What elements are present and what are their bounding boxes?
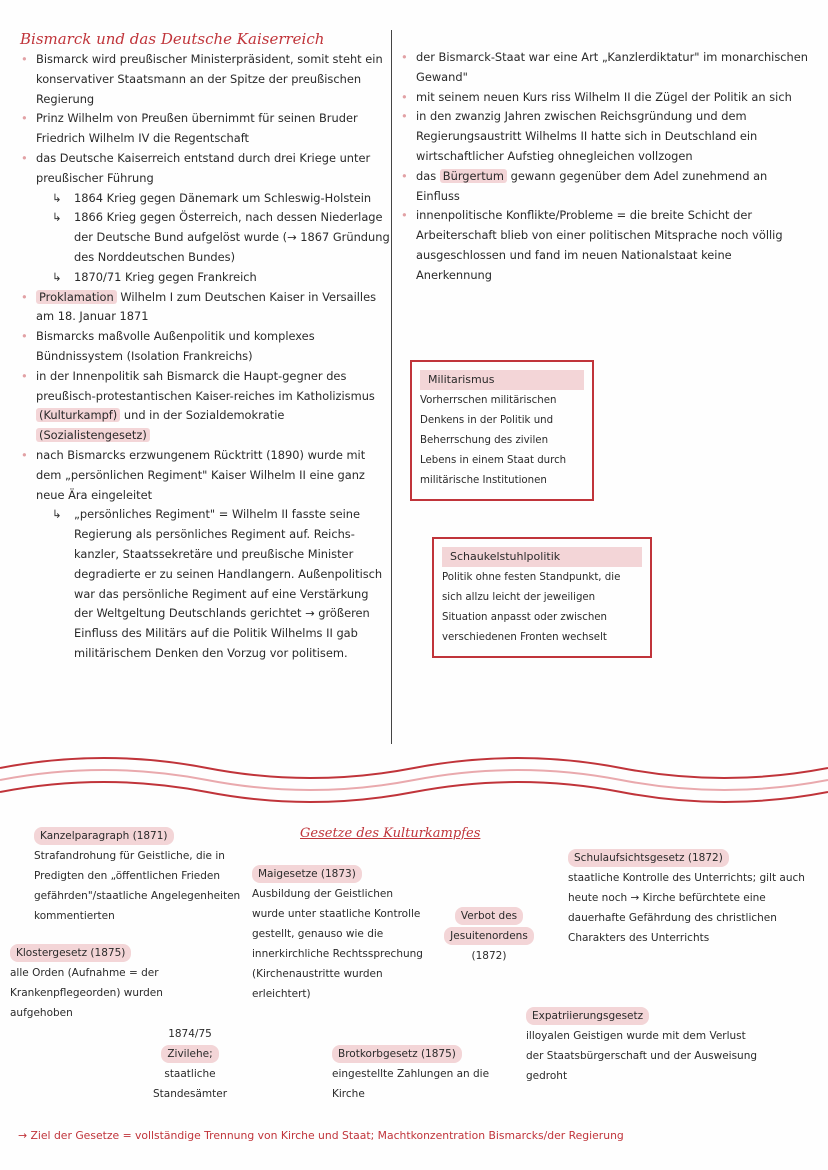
highlight: Proklamation bbox=[36, 290, 117, 304]
arrow-icon: ↳ bbox=[52, 210, 62, 225]
list-item bbox=[18, 288, 390, 328]
box-text: Vorherrschen militärischen Denkens in der Politik und Beherrschung des zivilen Lebens in einem Staat durch militärische Institutionen bbox=[420, 395, 567, 486]
arrow-icon: ↳ bbox=[52, 507, 62, 522]
law-tag: Klostergesetz (1875) bbox=[10, 944, 131, 962]
expatriierungsgesetz bbox=[526, 1006, 766, 1086]
highlight: Bürgertum bbox=[440, 169, 507, 183]
schaukelstuhl-box bbox=[432, 537, 652, 658]
list-item: • innenpolitische Konflikte/Probleme = die breite Schicht der Arbeiterschaft blieb von einer politischen Mitsprache noch völlig ausgeschlossen und fand im neuen Nationalstaat keine Anerkennung bbox=[398, 206, 810, 285]
column-divider bbox=[391, 30, 392, 744]
left-column bbox=[18, 50, 390, 664]
regiment-note bbox=[36, 505, 390, 663]
war-text: 1864 Krieg gegen Dänemark um Schleswig-Holstein bbox=[74, 190, 372, 205]
law-tag: Verbot des bbox=[455, 907, 523, 925]
war-text: 1866 Krieg gegen Österreich, nach dessen Niederlage der Deutsche Bund aufgelöst wurde (→ 1867 Gründung des Norddeutschen Bundes) bbox=[74, 210, 390, 264]
brotkorbgesetz bbox=[332, 1044, 502, 1104]
law-tag: Maigesetze (1873) bbox=[252, 865, 362, 883]
war-item bbox=[36, 189, 390, 209]
wars-list bbox=[36, 189, 390, 288]
arrow-icon: ↳ bbox=[52, 269, 62, 284]
list-item-text: und in der Sozialdemokratie bbox=[120, 408, 285, 423]
list-item: • der Bismarck-Staat war eine Art „Kanzlerdiktatur" im monarchischen Gewand" bbox=[398, 48, 810, 88]
list-item bbox=[18, 149, 390, 288]
list-item-text: nach Bismarcks erzwungenem Rücktritt (1890) wurde mit dem „persönlichen Regiment" Kaiser Wilhelm II eine ganz neue Ära eingeleitet bbox=[36, 447, 366, 502]
list-item: • Bismarcks maßvolle Außenpolitik und komplexes Bündnissystem (Isolation Frankreichs) bbox=[18, 327, 390, 367]
list-item bbox=[18, 446, 390, 664]
law-text: illoyalen Geistigen wurde mit dem Verlust der Staatsbürgerschaft und der Ausweisung gedroht bbox=[526, 1030, 758, 1082]
box-text: Politik ohne festen Standpunkt, die sich allzu leicht der jeweiligen Situation anpasst oder zwischen verschiedenen Fronten wechselt bbox=[442, 572, 621, 643]
kulturkampf-title: Gesetze des Kulturkampfes bbox=[300, 826, 481, 841]
schulaufsichtsgesetz bbox=[568, 848, 810, 948]
list-item-text: in der Innenpolitik sah Bismarck die Haupt-gegner des preußisch-protestantischen Kaiser-reiches im Katholizismus bbox=[36, 368, 375, 403]
law-tag: Zivilehe; bbox=[161, 1045, 218, 1063]
list-item: • Bismarck wird preußischer Ministerpräsident, somit steht ein konservativer Staatsmann an der Spitze der preußischen Regierung bbox=[18, 50, 390, 109]
zivilehe bbox=[140, 1024, 240, 1104]
law-text: staatliche Kontrolle des Unterrichts; gilt auch heute noch → Kirche befürchtete eine dauerhafte Gefährdung des christlichen Charakters des Unterrichts bbox=[568, 872, 805, 944]
law-tag: Jesuitenordens bbox=[444, 927, 534, 945]
jesuitenverbot bbox=[434, 906, 544, 966]
law-text: Ausbildung der Geistlichen wurde unter staatliche Kontrolle gestellt, genauso wie die innerkirchliche Rechtssprechung (Kirchenaustritte wurden erleichtert) bbox=[252, 888, 423, 1000]
list-item-text: das bbox=[416, 168, 440, 183]
law-text: Strafandrohung für Geistliche, die in Predigten den „öffentlichen Frieden gefährden"/staatliche Angelegenheiten kommentierten bbox=[34, 850, 241, 922]
law-text: eingestellte Zahlungen an die Kirche bbox=[332, 1068, 490, 1100]
wave-divider bbox=[0, 748, 828, 808]
right-column bbox=[398, 48, 810, 286]
arrow-icon: ↳ bbox=[52, 190, 62, 205]
highlight: (Kulturkampf) bbox=[36, 408, 120, 422]
law-year: (1872) bbox=[471, 950, 507, 962]
list-item-text: das Deutsche Kaiserreich entstand durch drei Kriege unter preußischer Führung bbox=[36, 150, 371, 185]
highlight: (Sozialistengesetz) bbox=[36, 428, 150, 442]
list-item bbox=[398, 167, 810, 207]
regiment-text: „persönliches Regiment" = Wilhelm II fasste seine Regierung als persönliches Regiment auf. Reichs-kanzler, Staatssekretäre und preußische Minister degradierte er zu seinen Handlangern. Außenpolitisch war das persönliche Regiment auf eine Verstärkung der Weltgeltung Deutschlands gerichtet → größeren Einfluss des Militärs auf die Politik Wilhelms II gab militärischem Denken den Vorzug vor politisem. bbox=[74, 507, 383, 660]
maigesetze bbox=[252, 864, 424, 1004]
law-tag: Schulaufsichtsgesetz (1872) bbox=[568, 849, 729, 867]
war-text: 1870/71 Krieg gegen Frankreich bbox=[74, 269, 257, 284]
goal-statement: → Ziel der Gesetze = vollständige Trennung von Kirche und Staat; Machtkonzentration Bismarcks/der Regierung bbox=[18, 1129, 624, 1142]
law-year: 1874/75 bbox=[168, 1028, 212, 1040]
militarismus-box bbox=[410, 360, 594, 501]
klostergesetz bbox=[10, 943, 180, 1023]
war-item bbox=[36, 268, 390, 288]
list-item: • Prinz Wilhelm von Preußen übernimmt für seinen Bruder Friedrich Wilhelm IV die Regentschaft bbox=[18, 109, 390, 149]
page-title: Bismarck und das Deutsche Kaiserreich bbox=[20, 30, 325, 48]
list-item-text: gewann gegenüber dem Adel zunehmend an Einfluss bbox=[416, 168, 768, 203]
law-text: staatliche Standesämter bbox=[152, 1068, 228, 1100]
box-title: Schaukelstuhlpolitik bbox=[442, 547, 642, 567]
kanzelparagraph bbox=[34, 826, 244, 926]
law-text: alle Orden (Aufnahme = der Krankenpflegeorden) wurden aufgehoben bbox=[10, 967, 163, 1019]
war-item bbox=[36, 208, 390, 267]
law-tag: Brotkorbgesetz (1875) bbox=[332, 1045, 462, 1063]
law-tag: Kanzelparagraph (1871) bbox=[34, 827, 174, 845]
law-tag: Expatriierungsgesetz bbox=[526, 1007, 649, 1025]
list-item: • in den zwanzig Jahren zwischen Reichsgründung und dem Regierungsaustritt Wilhelms II hatte sich in Deutschland ein wirtschaftlicher Aufstieg ohnegleichen vollzogen bbox=[398, 107, 810, 166]
list-item-text: Wilhelm I zum Deutschen Kaiser in Versailles am 18. Januar 1871 bbox=[36, 289, 377, 324]
list-item bbox=[18, 367, 390, 446]
box-title: Militarismus bbox=[420, 370, 584, 390]
list-item: • mit seinem neuen Kurs riss Wilhelm II die Zügel der Politik an sich bbox=[398, 88, 810, 108]
